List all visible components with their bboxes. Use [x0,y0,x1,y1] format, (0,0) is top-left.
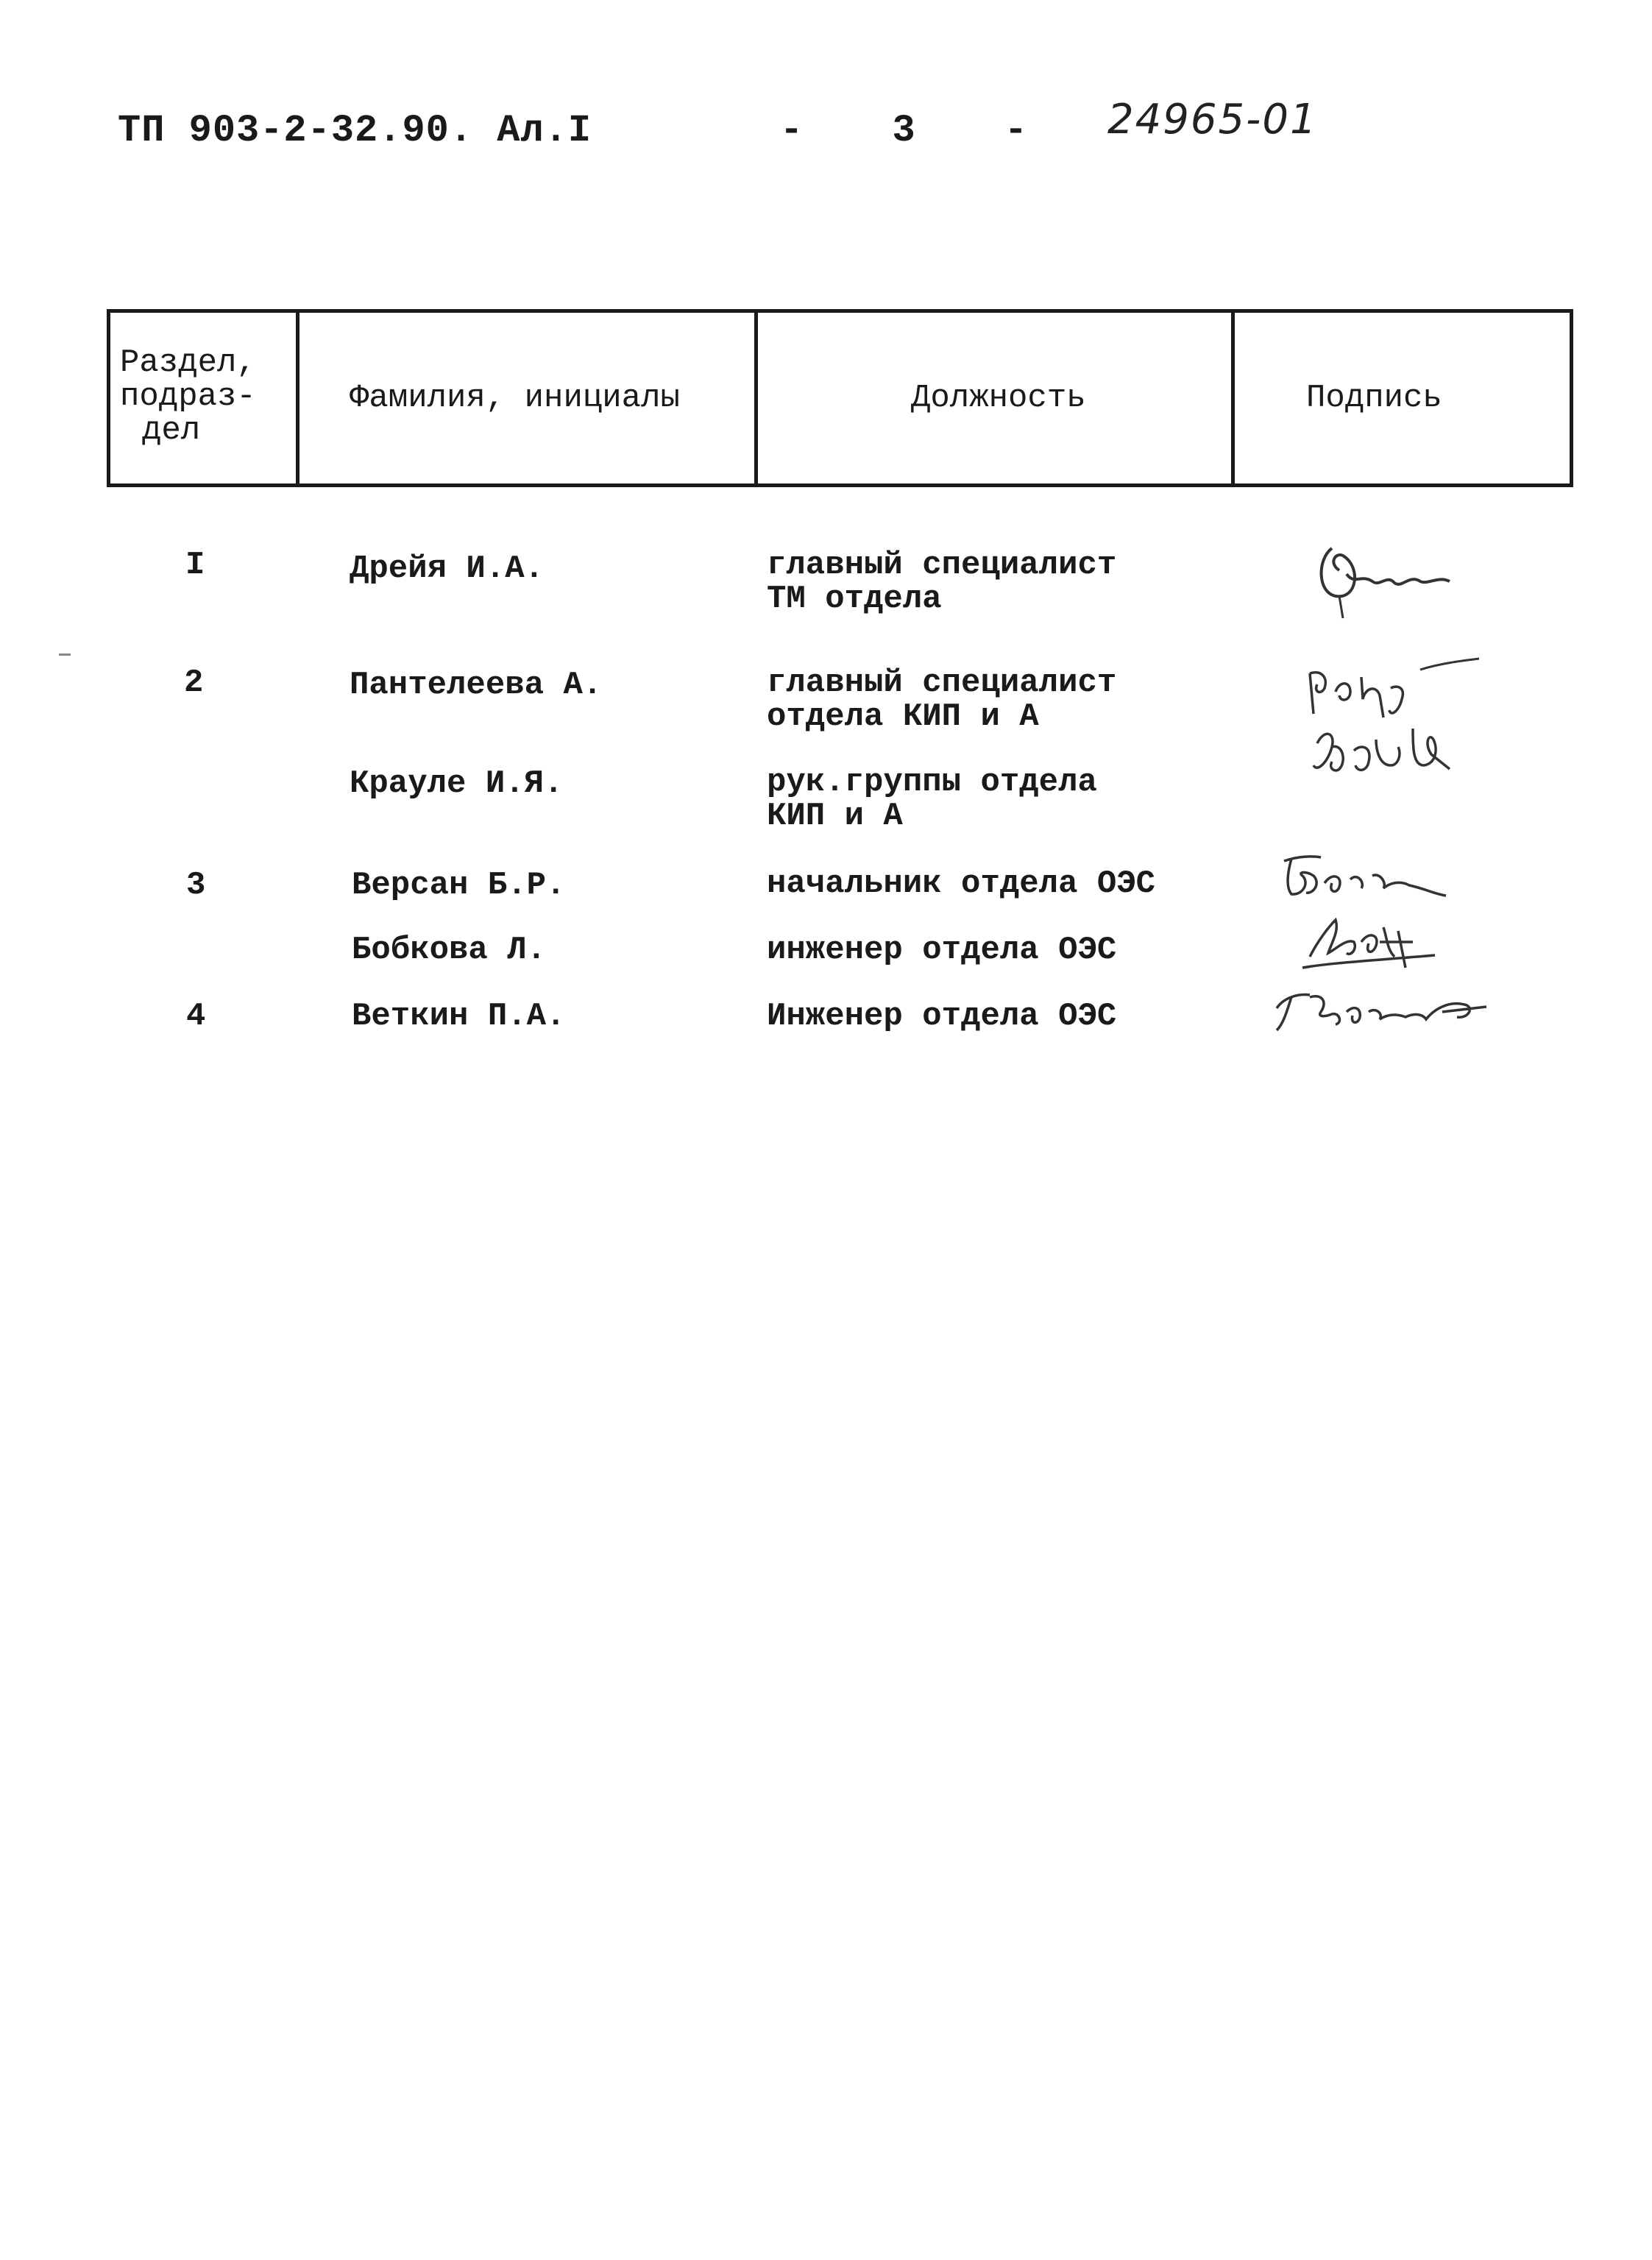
row-6-section: 4 [186,998,206,1035]
row-6-position [767,999,1116,1033]
row-3-signature [1302,706,1479,787]
header-section-line-2: подраз- [120,378,256,415]
row-4-position [767,867,1155,901]
row-3-position [767,765,1097,833]
row-2-section: 2 [184,665,204,701]
row-1-signature [1302,530,1472,626]
row-3-position-line-2: КИП и А [767,798,903,835]
row-6-name: Веткин П.А. [352,998,566,1035]
row-2-position [767,666,1116,734]
row-3-position-line-1: рук.группы отдела [767,764,1097,801]
inventory-number: 24965-01 [1107,96,1318,144]
margin-tick [59,653,71,656]
header-section-line-1: Раздел, [120,344,256,381]
document-code: ТП 903-2-32.90. Ал.I [118,109,592,152]
row-1-section: I [185,547,205,584]
col-divider-3 [1231,309,1235,487]
row-5-name: Бобкова Л. [352,932,547,968]
row-3-name: Крауле И.Я. [350,765,564,802]
row-4-position-line-1: начальник отдела ОЭС [767,865,1156,902]
row-1-name: Дрейя И.А. [350,550,545,587]
row-2-position-line-1: главный специалист [767,665,1117,701]
col-divider-1 [296,309,299,487]
row-4-name: Версан Б.Р. [352,867,566,904]
table-header-bottom-border [107,483,1573,487]
row-1-position [767,548,1116,616]
page-dash-right: - [1004,109,1028,152]
col-divider-2 [754,309,758,487]
row-6-position-line-1: Инженер отдела ОЭС [767,998,1117,1035]
row-2-name: Пантелеева А. [350,667,603,704]
table-header [107,309,1573,487]
row-4-section: 3 [186,867,206,904]
row-5-signature [1295,898,1457,979]
row-1-position-line-1: главный специалист [767,547,1117,584]
col-divider-0 [107,309,110,487]
header-name: Фамилия, инициалы [350,380,680,417]
table-top-border [107,309,1573,313]
row-2-position-line-2: отдела КИП и А [767,698,1039,735]
col-divider-4 [1570,309,1573,487]
header-position: Должность [911,380,1086,417]
page-number-block [780,109,1028,152]
page-number: 3 [892,109,915,152]
row-5-position-line-1: инженер отдела ОЭС [767,932,1117,968]
header-section [120,346,256,447]
row-1-position-line-2: ТМ отдела [767,581,942,617]
page-dash-left: - [780,109,804,152]
row-5-position [767,933,1116,967]
header-section-line-3: дел [142,412,201,449]
header-signature: Подпись [1306,380,1442,417]
row-6-signature [1266,971,1501,1038]
